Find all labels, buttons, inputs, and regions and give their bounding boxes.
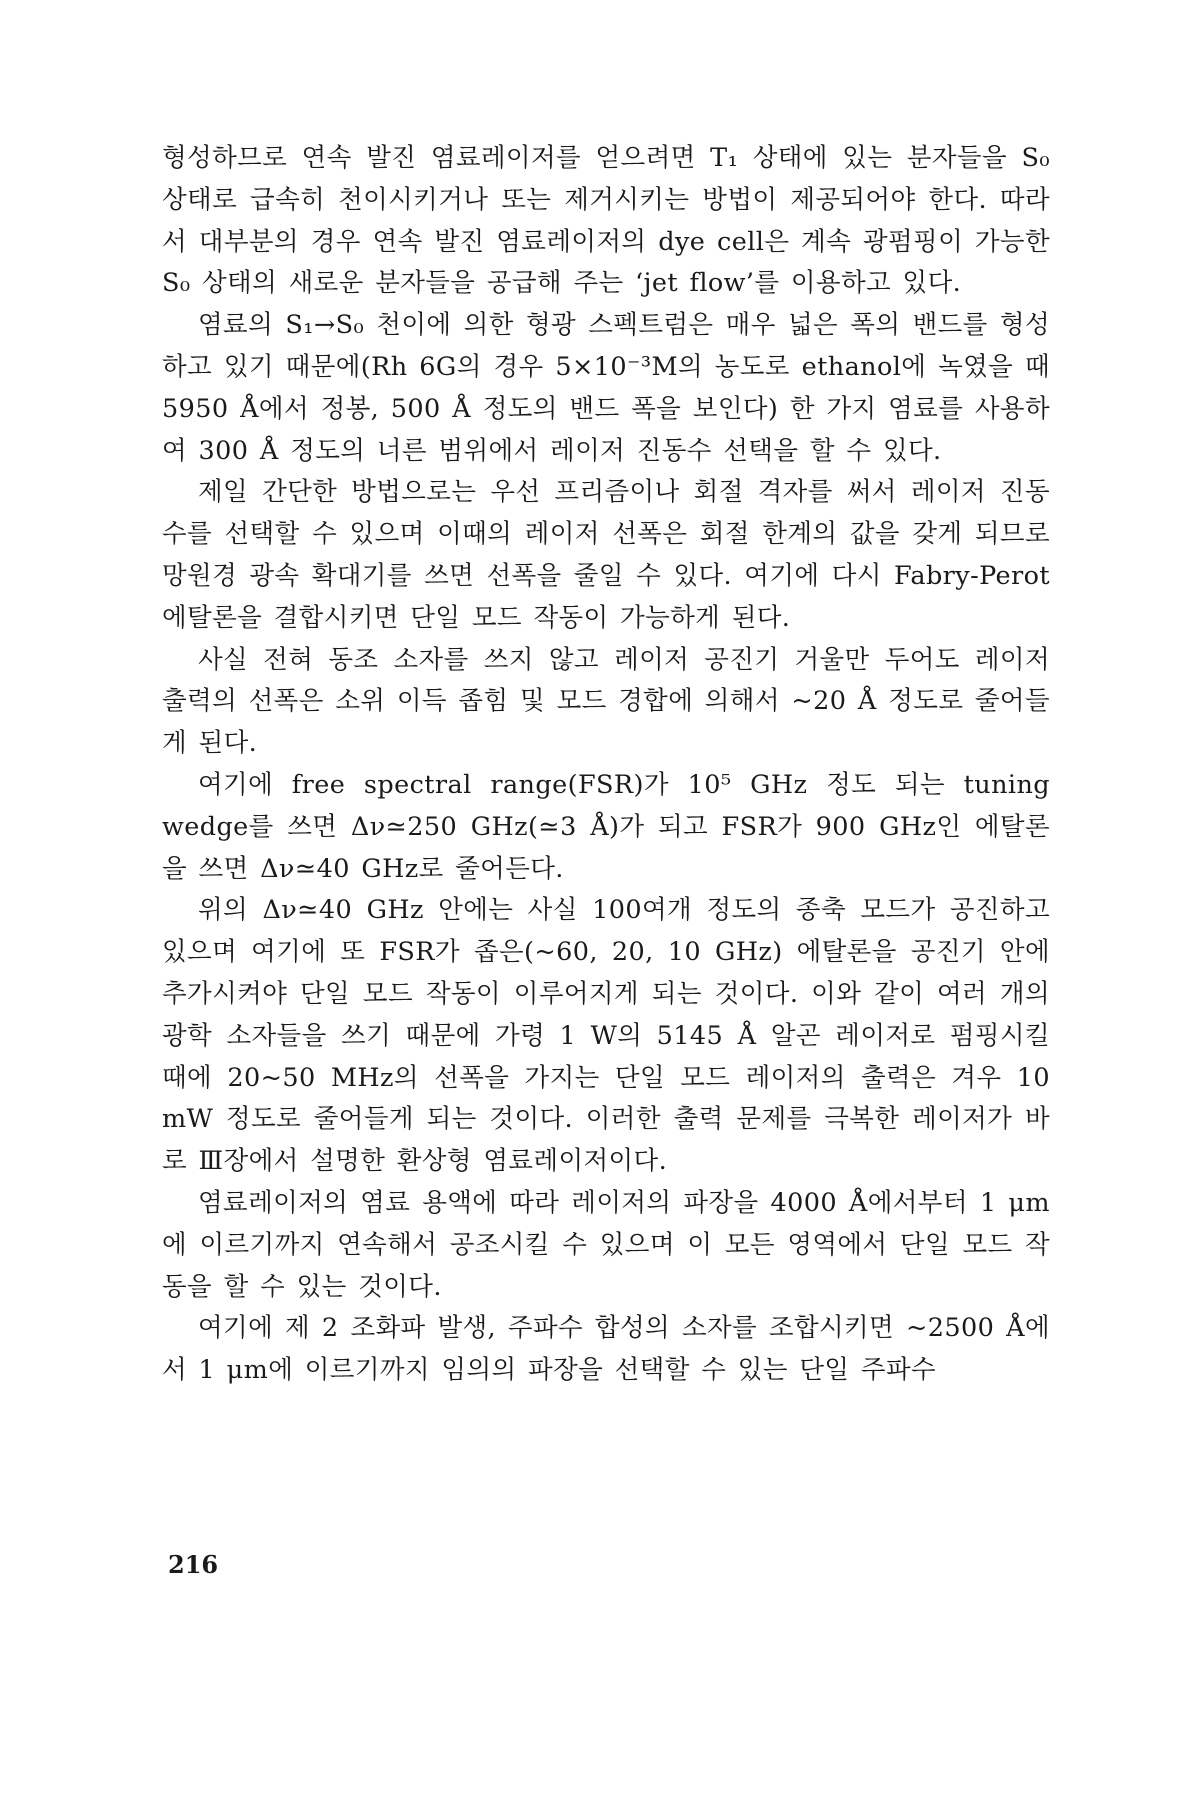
paragraph: 여기에 제 2 조화파 발생, 주파수 합성의 소자를 조합시키면 ~2500 Å에서 1 μm에 이르기까지 임의의 파장을 선택할 수 있는 단일 주파수 — [162, 1313, 1050, 1386]
paragraph: 여기에 free spectral range(FSR)가 10⁵ GHz 정도 되는 tuning wedge를 쓰면 Δν≃250 GHz(≃3 Å)가 되고 FSR가 900 GHz인 에탈론을 쓰면 Δν≃40 GHz로 줄어든다. — [162, 769, 1050, 884]
paragraph: 염료레이저의 염료 용액에 따라 레이저의 파장을 4000 Å에서부터 1 μm에 이르기까지 연속해서 공조시킬 수 있으며 이 모든 영역에서 단일 모드 작동을 할 수 있는 것이다. — [162, 1187, 1050, 1302]
paragraph: 사실 전혀 동조 소자를 쓰지 않고 레이저 공진기 거울만 두어도 레이저 출력의 선폭은 소위 이득 좁힘 및 모드 경합에 의해서 ~20 Å 정도로 줄어들게 된다. — [162, 644, 1050, 759]
paragraph: 위의 Δν≃40 GHz 안에는 사실 100여개 정도의 종축 모드가 공진하고 있으며 여기에 또 FSR가 좁은(~60, 20, 10 GHz) 에탈론을 공진기 안에 추가시켜야 단일 모드 작동이 이루어지게 되는 것이다. 이와 같이 여러 개의 광학 소자들을 쓰기 때문에 가령 1 W의 5145 Å 알곤 레이저로 펌핑시킬 때에 20~50 MHz의 선폭을 가지는 단일 모드 레이저의 출력은 겨우 10 mW 정도로 줄어들게 되는 것이다. 이러한 출력 문제를 극복한 레이저가 바로 Ⅲ장에서 설명한 환상형 염료레이저이다. — [162, 895, 1050, 1177]
paragraph: 형성하므로 연속 발진 염료레이저를 얻으려면 T₁ 상태에 있는 분자들을 S₀ 상태로 급속히 천이시키거나 또는 제거시키는 방법이 제공되어야 한다. 따라서 대부분의 경우 연속 발진 염료레이저의 dye cell은 계속 광펌핑이 가능한 S₀ 상태의 새로운 분자들을 공급해 주는 ‘jet flow’를 이용하고 있다. — [162, 143, 1050, 299]
body-text — [162, 138, 1050, 1392]
page-number: 216 — [168, 1550, 219, 1579]
paragraph: 염료의 S₁→S₀ 천이에 의한 형광 스펙트럼은 매우 넓은 폭의 밴드를 형성하고 있기 때문에(Rh 6G의 경우 5×10⁻³M의 농도로 ethanol에 녹였을 때 5950 Å에서 정봉, 500 Å 정도의 밴드 폭을 보인다) 한 가지 염료를 사용하여 300 Å 정도의 너른 범위에서 레이저 진동수 선택을 할 수 있다. — [162, 310, 1050, 466]
paragraph: 제일 간단한 방법으로는 우선 프리즘이나 회절 격자를 써서 레이저 진동수를 선택할 수 있으며 이때의 레이저 선폭은 회절 한계의 값을 갖게 되므로 망원경 광속 확대기를 쓰면 선폭을 줄일 수 있다. 여기에 다시 Fabry-Perot 에탈론을 결합시키면 단일 모드 작동이 가능하게 된다. — [162, 477, 1050, 633]
